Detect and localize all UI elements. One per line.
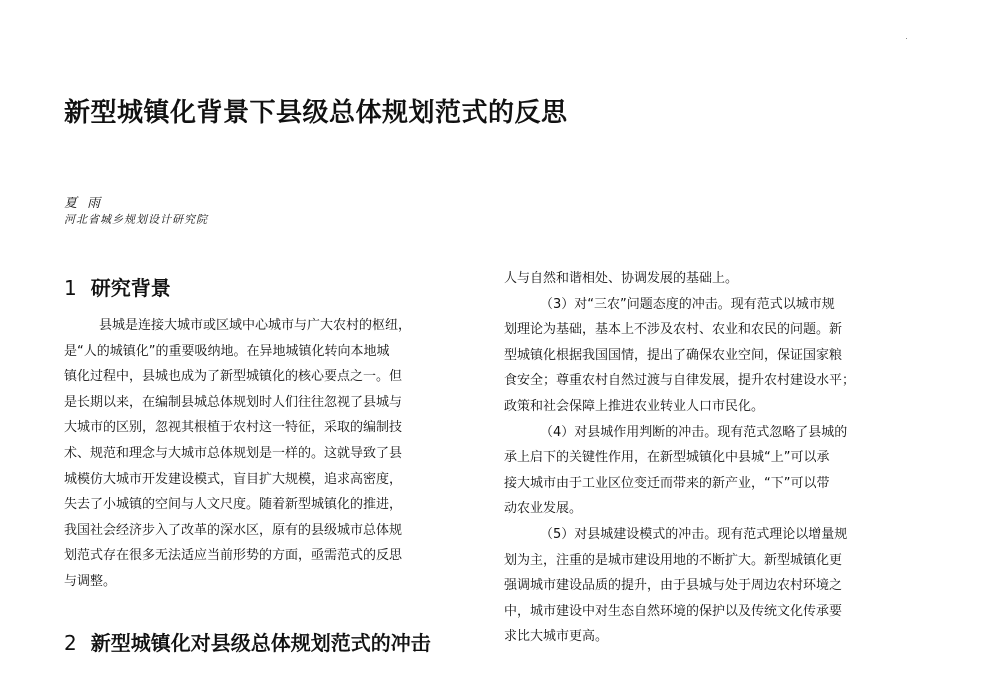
text-line: 镇化过程中，县城也成为了新型城镇化的核心要点之一。但 xyxy=(64,369,403,385)
text-line: 划理论为基础，基本上不涉及农村、农业和农民的问题。新 xyxy=(504,322,843,338)
text-line: 与调整。 xyxy=(64,573,117,589)
text-line: 政策和社会保障上推进农业转业人口市民化。 xyxy=(504,398,765,414)
text-line: 失去了小城镇的空间与人文尺度。随着新型城镇化的推进， xyxy=(64,497,403,513)
text-line: 动农业发展。 xyxy=(504,501,583,517)
text-line: 大城市的区别，忽视其根植于农村这一特征，采取的编制技 xyxy=(64,420,403,436)
text-line: 强调城市建设品质的提升，由于县城与处于周边农村环境之 xyxy=(504,578,843,594)
right-column xyxy=(504,266,912,650)
text-line: 县城是连接大城市或区域中心城市与广大农村的枢纽， xyxy=(99,318,412,333)
text-line: 划为主，注重的是城市建设用地的不断扩大。新型城镇化更 xyxy=(504,552,843,568)
text-line: 人与自然和谐相处、协调发展的基础上。 xyxy=(504,271,739,286)
author-affiliation: 河北省城乡规划设计研究院 xyxy=(64,213,208,226)
text-line: 型城镇化根据我国国情，提出了确保农业空间，保证国家粮 xyxy=(504,347,843,363)
paragraph-background xyxy=(64,313,472,595)
text-line: 食安全；尊重农村自然过渡与自律发展，提升农村建设水平； xyxy=(504,373,856,389)
paragraph-3 xyxy=(504,292,912,420)
text-line: 接大城市由于工业区位变迁而带来的新产业，“下”可以带 xyxy=(504,475,830,491)
paper-title: 新型城镇化背景下县级总体规划范式的反思 xyxy=(64,98,568,128)
section-number: 2 xyxy=(64,631,77,655)
left-column xyxy=(64,313,472,595)
text-line: 术、规范和理念与大城市总体规划是一样的。这就导致了县 xyxy=(64,445,403,461)
text-line: （3）对“三农”问题态度的冲击。现有范式以城市规 xyxy=(540,296,835,312)
text-line: 承上启下的关键性作用，在新型城镇化中县城“上”可以承 xyxy=(504,450,830,466)
text-line: 我国社会经济步入了改革的深水区，原有的县级城市总体规 xyxy=(64,522,403,538)
scan-speck xyxy=(906,38,907,39)
text-line: 城模仿大城市开发建设模式，盲目扩大规模，追求高密度， xyxy=(64,471,403,487)
text-line: 是长期以来，在编制县城总体规划时人们往往忽视了县城与 xyxy=(64,394,403,410)
section-heading-2 xyxy=(64,627,431,656)
text-line: 求比大城市更高。 xyxy=(504,629,609,645)
section-heading-1 xyxy=(64,272,171,301)
text-line: 是“人的城镇化”的重要吸纳地。在异地城镇化转向本地城 xyxy=(64,343,390,359)
paragraph-4 xyxy=(504,420,912,522)
author-name: 夏 雨 xyxy=(64,196,104,211)
section-title: 新型城镇化对县级总体规划范式的冲击 xyxy=(90,631,431,655)
paragraph-5 xyxy=(504,522,912,650)
text-line: 中，城市建设中对生态自然环境的保护以及传统文化传承要 xyxy=(504,603,843,619)
text-line: 划范式存在很多无法适应当前形势的方面，亟需范式的反思 xyxy=(64,548,403,564)
text-line: （4）对县城作用判断的冲击。现有范式忽略了县城的 xyxy=(540,424,848,440)
text-line: （5）对县城建设模式的冲击。现有范式理论以增量规 xyxy=(540,526,848,542)
section-title: 研究背景 xyxy=(90,276,171,300)
paragraph-continuation xyxy=(504,266,912,292)
section-number: 1 xyxy=(64,276,77,300)
